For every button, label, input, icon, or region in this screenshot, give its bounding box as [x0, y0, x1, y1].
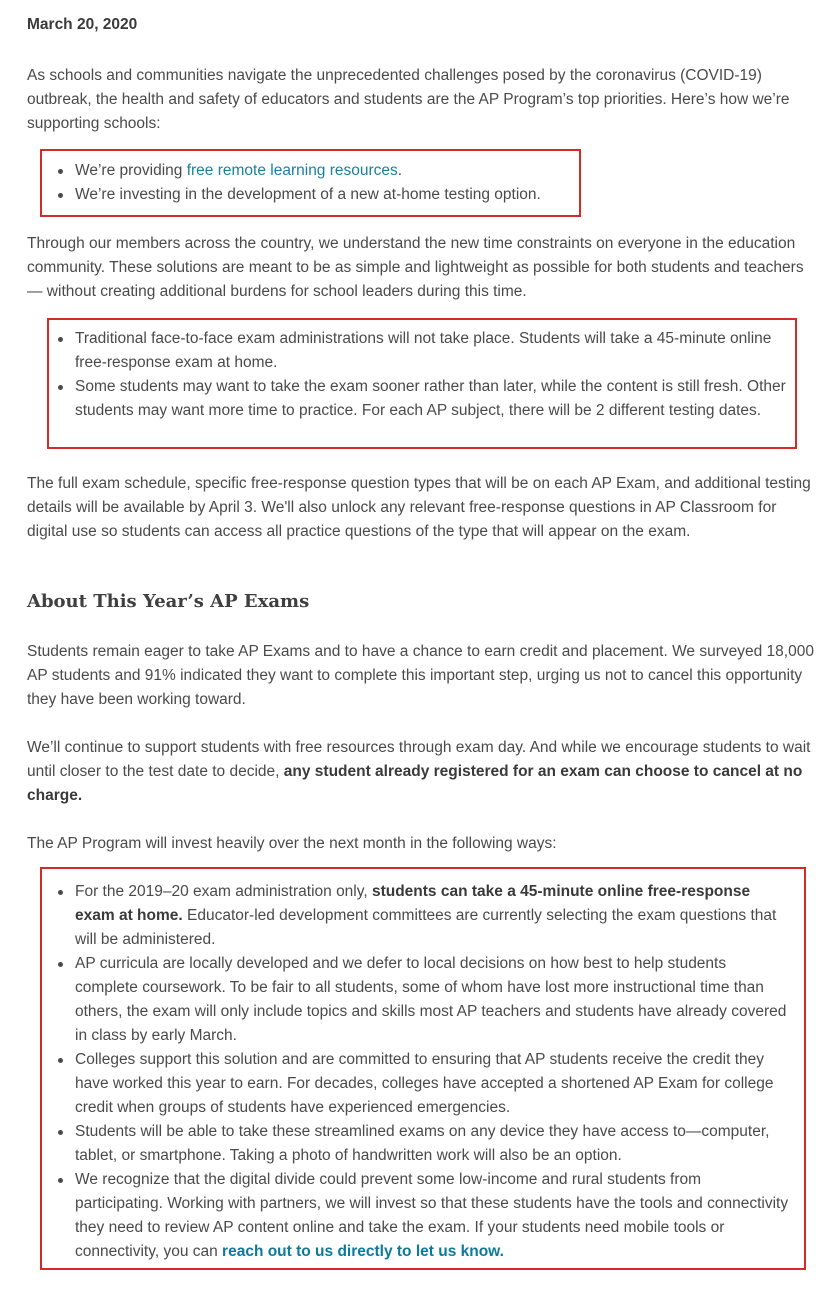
section-heading: About This Year’s AP Exams [27, 591, 310, 612]
continue-paragraph: We’ll continue to support students with free resources through exam day. And while we encourage students to wait until closer to the test date to decide, any student already registered for an exam can choose to cancel at no charge. [27, 739, 811, 804]
free-resources-link[interactable]: free remote learning resources [186, 162, 398, 179]
list-item: We’re providing free remote learning resources. [75, 159, 575, 183]
list-item: Students will be able to take these streamlined exams on any device they have access to—computer, tablet, or smartphone. Taking a photo of handwritten work will also be an option. [75, 1120, 790, 1168]
list-item: AP curricula are locally developed and we defer to local decisions on how best to help students complete coursework. To be fair to all students, some of whom have lost more instructional time than others, the exam will only include topics and skills most AP teachers and students have already covered in class by early March. [75, 952, 790, 1048]
invest-paragraph: The AP Program will invest heavily over the next month in the following ways: [27, 835, 557, 852]
invest-list [75, 880, 790, 1264]
members-paragraph: Through our members across the country, we understand the new time constraints on everyone in the education community. These solutions are meant to be as simple and lightweight as possible for both students and teachers — without creating additional burdens for school leaders during this time. [27, 235, 804, 300]
list-item: For the 2019–20 exam administration only, students can take a 45-minute online free-response exam at home. Educator-led development committees are currently selecting the exam questions that will be administered. [75, 880, 790, 952]
list-item: Traditional face-to-face exam administrations will not take place. Students will take a 45-minute online free-response exam at home. [75, 327, 790, 375]
article-date: March 20, 2020 [27, 16, 138, 33]
list-item: Some students may want to take the exam sooner rather than later, while the content is still fresh. Other students may want more time to practice. For each AP subject, there will be 2 different testing dates. [75, 375, 790, 423]
cancel-no-charge-text: any student already registered for an exam can choose to cancel at no charge. [27, 763, 803, 804]
exam-list [75, 327, 790, 423]
support-list [75, 159, 575, 207]
intro-paragraph: As schools and communities navigate the unprecedented challenges posed by the coronavirus (COVID-19) outbreak, the health and safety of educators and students are the AP Program’s top priorities. Here’s how we’re supporting schools: [27, 67, 790, 132]
eager-paragraph: Students remain eager to take AP Exams and to have a chance to earn credit and placement. We surveyed 18,000 AP students and 91% indicated they want to complete this important step, urging us not to cancel this opportunity they have been working toward. [27, 643, 814, 708]
list-item: Colleges support this solution and are committed to ensuring that AP students receive the credit they have worked this year to earn. For decades, colleges have accepted a shortened AP Exam for college credit when groups of students have experienced emergencies. [75, 1048, 790, 1120]
schedule-paragraph: The full exam schedule, specific free-response question types that will be on each AP Exam, and additional testing details will be available by April 3. We'll also unlock any relevant free-response questions in AP Classroom for digital use so students can access all practice questions of the type that will appear on the exam. [27, 475, 811, 540]
list-item: We’re investing in the development of a new at-home testing option. [75, 183, 575, 207]
list-item: We recognize that the digital divide could prevent some low-income and rural students from participating. Working with partners, we will invest so that these students have the tools and connectivity they need to review AP content online and take the exam. If your students need mobile tools or connectivity, you can reach out to us directly to let us know. [75, 1168, 790, 1264]
reach-out-link[interactable]: reach out to us directly to let us know. [222, 1243, 504, 1260]
